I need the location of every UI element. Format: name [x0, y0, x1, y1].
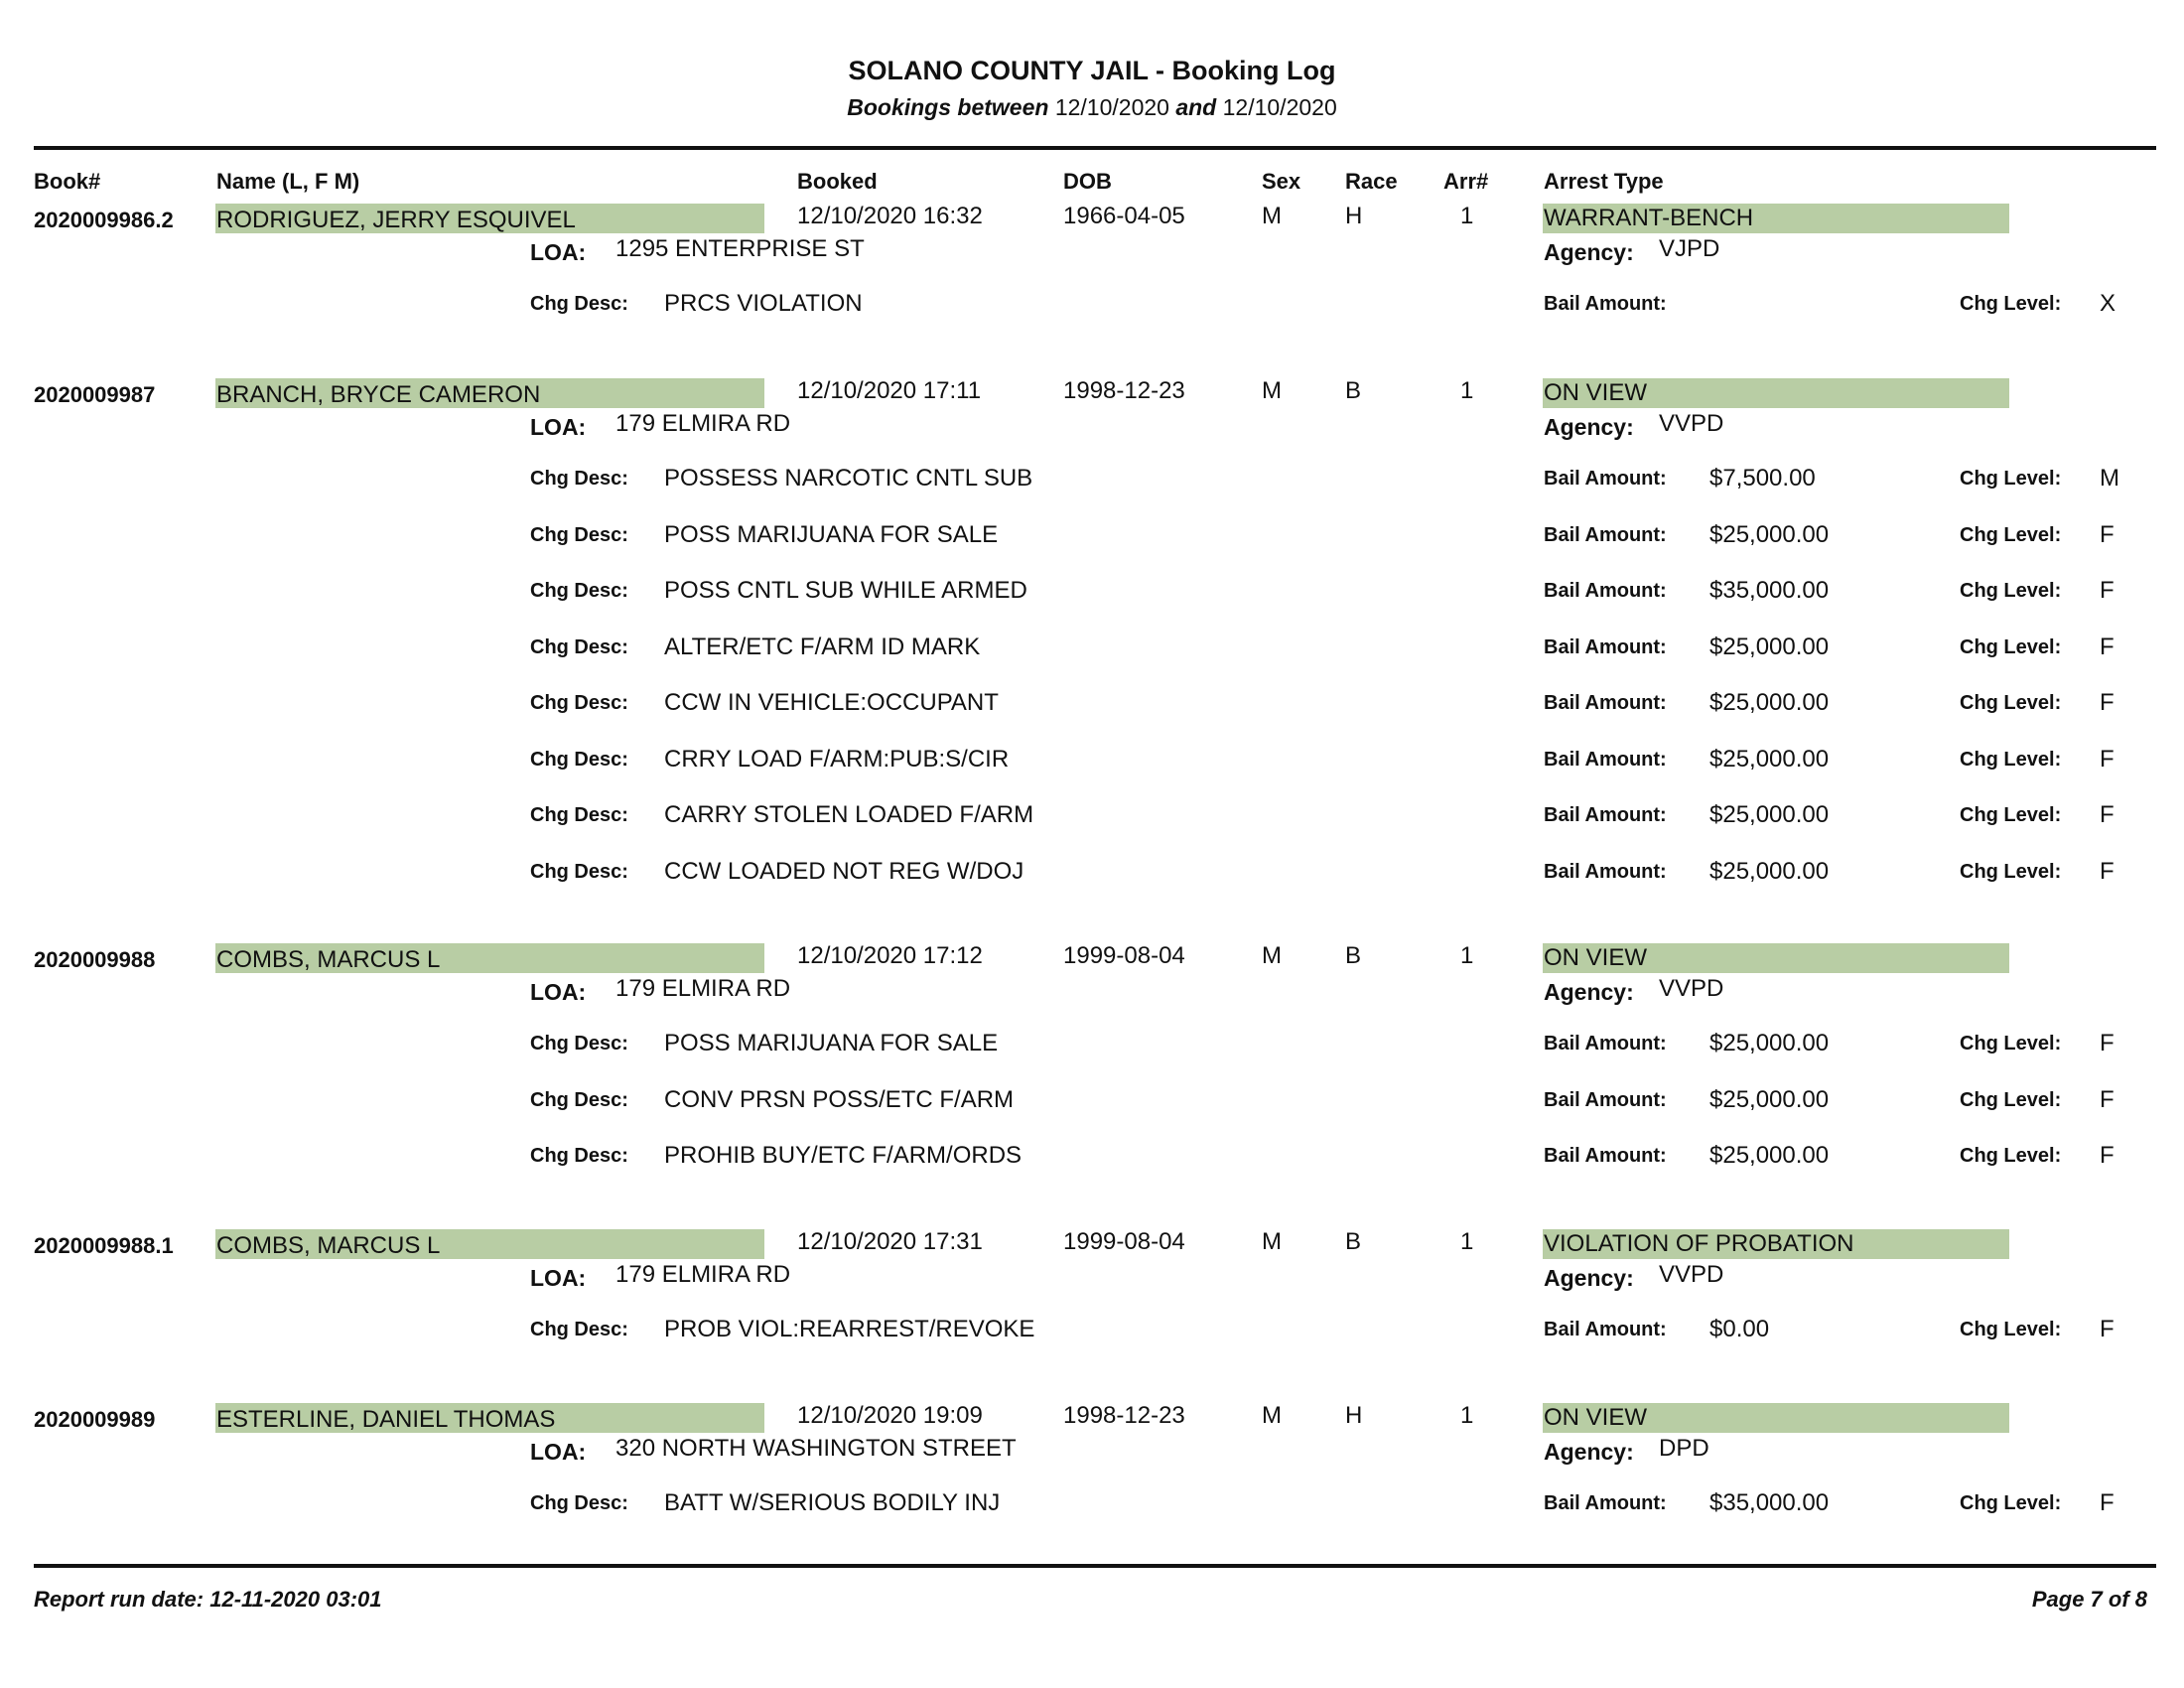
bail-amount-label: Bail Amount: [1544, 860, 1667, 883]
dob: 1999-08-04 [1063, 1228, 1185, 1255]
dob: 1998-12-23 [1063, 377, 1185, 404]
chg-level-label: Chg Level: [1960, 1319, 2062, 1340]
booked-datetime: 12/10/2020 17:12 [797, 942, 983, 969]
booked-datetime: 12/10/2020 16:32 [797, 203, 983, 229]
dob: 1998-12-23 [1063, 1402, 1185, 1429]
inmate-name: RODRIGUEZ, JERRY ESQUIVEL [216, 207, 576, 233]
chg-level-value: F [2100, 633, 2115, 660]
loa-label: LOA: [530, 979, 587, 1005]
chg-level-label: Chg Level: [1960, 293, 2062, 315]
book-number: 2020009988.1 [34, 1233, 174, 1258]
race: H [1345, 203, 1363, 229]
booked-datetime: 12/10/2020 17:31 [797, 1228, 983, 1255]
sex: M [1262, 203, 1282, 229]
chg-desc-label: Chg Desc: [530, 692, 628, 714]
bail-amount-label: Bail Amount: [1544, 1319, 1667, 1340]
agency-value: VVPD [1659, 975, 1724, 1002]
chg-level-label: Chg Level: [1960, 804, 2062, 826]
dob: 1999-08-04 [1063, 942, 1185, 969]
booked-datetime: 12/10/2020 17:11 [797, 377, 982, 404]
loa-label: LOA: [530, 1265, 587, 1291]
loa-value: 179 ELMIRA RD [615, 975, 791, 1002]
chg-level-value: F [2100, 689, 2115, 716]
chg-level-value: F [2100, 1489, 2115, 1516]
bail-amount-label: Bail Amount: [1544, 1033, 1667, 1055]
arrest-type: ON VIEW [1544, 944, 1648, 971]
chg-desc-value: CCW IN VEHICLE:OCCUPANT [664, 689, 999, 716]
col-arrest-type: Arrest Type [1544, 169, 1664, 194]
chg-desc-value: BATT W/SERIOUS BODILY INJ [664, 1489, 1001, 1516]
chg-level-label: Chg Level: [1960, 1088, 2062, 1111]
bail-amount-label: Bail Amount: [1544, 692, 1667, 714]
bail-amount-label: Bail Amount: [1544, 523, 1667, 546]
race: B [1345, 942, 1362, 969]
subtitle-prefix: Bookings between [847, 94, 1049, 120]
bail-amount-label: Bail Amount: [1544, 1145, 1667, 1167]
race: B [1345, 377, 1362, 404]
chg-desc-label: Chg Desc: [530, 580, 628, 602]
report-title: SOLANO COUNTY JAIL - Booking Log [848, 56, 1336, 85]
bail-amount-label: Bail Amount: [1544, 1088, 1667, 1111]
chg-desc-value: PROHIB BUY/ETC F/ARM/ORDS [664, 1142, 1023, 1169]
chg-level-value: F [2100, 801, 2115, 828]
bail-amount-value: $7,500.00 [1709, 465, 1816, 492]
loa-value: 1295 ENTERPRISE ST [615, 235, 865, 262]
chg-desc-value: CONV PRSN POSS/ETC F/ARM [664, 1085, 1015, 1113]
loa-value: 179 ELMIRA RD [615, 410, 791, 437]
arrest-type: WARRANT-BENCH [1544, 205, 1754, 231]
inmate-name: ESTERLINE, DANIEL THOMAS [216, 1406, 556, 1433]
booked-datetime: 12/10/2020 19:09 [797, 1402, 983, 1429]
agency-label: Agency: [1544, 239, 1634, 265]
bail-amount-value: $25,000.00 [1709, 520, 1830, 548]
chg-level-value: F [2100, 857, 2115, 885]
chg-desc-label: Chg Desc: [530, 748, 628, 771]
bail-amount-value: $25,000.00 [1709, 1030, 1830, 1056]
chg-desc-value: PRCS VIOLATION [664, 290, 863, 317]
agency-label: Agency: [1544, 979, 1634, 1005]
col-booked: Booked [797, 169, 878, 194]
inmate-name: COMBS, MARCUS L [216, 1232, 441, 1259]
chg-desc-value: ALTER/ETC F/ARM ID MARK [664, 633, 981, 660]
chg-level-value: F [2100, 1030, 2115, 1056]
bail-amount-label: Bail Amount: [1544, 1492, 1667, 1514]
loa-label: LOA: [530, 1439, 587, 1465]
chg-level-value: F [2100, 1085, 2115, 1113]
col-sex: Sex [1262, 169, 1301, 194]
footer-rule [34, 1564, 2156, 1568]
arrest-number: 1 [1460, 1228, 1474, 1255]
arrest-number: 1 [1460, 377, 1474, 404]
bail-amount-label: Bail Amount: [1544, 748, 1667, 771]
chg-desc-label: Chg Desc: [530, 635, 628, 658]
arrest-number: 1 [1460, 1402, 1474, 1429]
chg-desc-label: Chg Desc: [530, 1088, 628, 1111]
page-number: Page 7 of 8 [2031, 1587, 2147, 1612]
chg-level-label: Chg Level: [1960, 1145, 2062, 1167]
bail-amount-value: $25,000.00 [1709, 633, 1830, 660]
bail-amount-value: $0.00 [1709, 1316, 1770, 1342]
chg-level-value: F [2100, 1316, 2115, 1342]
chg-level-label: Chg Level: [1960, 635, 2062, 658]
chg-level-value: F [2100, 520, 2115, 548]
chg-level-label: Chg Level: [1960, 468, 2062, 490]
bail-amount-value: $25,000.00 [1709, 801, 1830, 828]
chg-desc-label: Chg Desc: [530, 523, 628, 546]
chg-desc-label: Chg Desc: [530, 1145, 628, 1167]
bail-amount-label: Bail Amount: [1544, 293, 1667, 315]
inmate-name: COMBS, MARCUS L [216, 946, 441, 973]
chg-desc-value: POSSESS NARCOTIC CNTL SUB [664, 465, 1033, 492]
chg-level-value: M [2100, 465, 2119, 492]
header-rule [34, 146, 2156, 150]
col-race: Race [1345, 169, 1398, 194]
sex: M [1262, 1228, 1282, 1255]
chg-level-label: Chg Level: [1960, 692, 2062, 714]
chg-desc-label: Chg Desc: [530, 1492, 628, 1514]
chg-level-label: Chg Level: [1960, 523, 2062, 546]
agency-label: Agency: [1544, 414, 1634, 440]
col-name: Name (L, F M) [216, 169, 360, 194]
col-book: Book# [34, 169, 101, 194]
loa-value: 179 ELMIRA RD [615, 1261, 791, 1288]
arrest-number: 1 [1460, 203, 1474, 229]
chg-level-label: Chg Level: [1960, 860, 2062, 883]
col-arr: Arr# [1443, 169, 1489, 194]
sex: M [1262, 377, 1282, 404]
chg-desc-value: POSS CNTL SUB WHILE ARMED [664, 577, 1027, 604]
chg-desc-value: CARRY STOLEN LOADED F/ARM [664, 801, 1034, 828]
chg-desc-label: Chg Desc: [530, 293, 628, 315]
start-date: 12/10/2020 [1054, 94, 1169, 120]
dob: 1966-04-05 [1063, 203, 1185, 229]
bail-amount-value: $25,000.00 [1709, 745, 1830, 773]
chg-level-value: F [2100, 577, 2115, 604]
book-number: 2020009987 [34, 382, 156, 407]
bail-amount-value: $25,000.00 [1709, 1142, 1830, 1169]
chg-level-label: Chg Level: [1960, 1492, 2062, 1514]
chg-desc-value: CCW LOADED NOT REG W/DOJ [664, 857, 1024, 885]
chg-desc-value: PROB VIOL:REARREST/REVOKE [664, 1316, 1035, 1342]
sex: M [1262, 1402, 1282, 1429]
chg-level-label: Chg Level: [1960, 1033, 2062, 1055]
bail-amount-value: $35,000.00 [1709, 1489, 1830, 1516]
chg-level-value: F [2100, 745, 2115, 773]
agency-label: Agency: [1544, 1439, 1634, 1465]
bail-amount-value: $25,000.00 [1709, 857, 1830, 885]
chg-level-value: F [2100, 1142, 2115, 1169]
arrest-number: 1 [1460, 942, 1474, 969]
loa-value: 320 NORTH WASHINGTON STREET [615, 1435, 1017, 1462]
report-run-date: Report run date: 12-11-2020 03:01 [34, 1587, 382, 1612]
bail-amount-value: $35,000.00 [1709, 577, 1830, 604]
chg-desc-label: Chg Desc: [530, 860, 628, 883]
report-subtitle [0, 94, 2184, 121]
arrest-type: ON VIEW [1544, 1404, 1648, 1431]
inmate-name: BRANCH, BRYCE CAMERON [216, 381, 541, 408]
race: H [1345, 1402, 1363, 1429]
loa-label: LOA: [530, 239, 587, 265]
sex: M [1262, 942, 1282, 969]
agency-value: DPD [1659, 1435, 1709, 1462]
chg-desc-label: Chg Desc: [530, 1033, 628, 1055]
chg-desc-label: Chg Desc: [530, 804, 628, 826]
agency-value: VVPD [1659, 1261, 1724, 1288]
agency-value: VJPD [1659, 235, 1720, 262]
bail-amount-value: $25,000.00 [1709, 1085, 1830, 1113]
chg-level-label: Chg Level: [1960, 580, 2062, 602]
bail-amount-label: Bail Amount: [1544, 468, 1667, 490]
subtitle-mid: and [1175, 94, 1217, 120]
chg-desc-label: Chg Desc: [530, 468, 628, 490]
end-date: 12/10/2020 [1222, 94, 1337, 120]
loa-label: LOA: [530, 414, 587, 440]
chg-desc-label: Chg Desc: [530, 1319, 628, 1340]
bail-amount-label: Bail Amount: [1544, 635, 1667, 658]
book-number: 2020009988 [34, 947, 156, 972]
bail-amount-label: Bail Amount: [1544, 804, 1667, 826]
chg-desc-value: POSS MARIJUANA FOR SALE [664, 520, 999, 548]
bail-amount-label: Bail Amount: [1544, 580, 1667, 602]
agency-label: Agency: [1544, 1265, 1634, 1291]
col-dob: DOB [1063, 169, 1112, 194]
bail-amount-value: $25,000.00 [1709, 689, 1830, 716]
arrest-type: VIOLATION OF PROBATION [1544, 1230, 1854, 1257]
chg-level-label: Chg Level: [1960, 748, 2062, 771]
book-number: 2020009989 [34, 1407, 156, 1432]
arrest-type: ON VIEW [1544, 379, 1648, 406]
agency-value: VVPD [1659, 410, 1724, 437]
race: B [1345, 1228, 1362, 1255]
chg-level-value: X [2100, 290, 2116, 317]
book-number: 2020009986.2 [34, 208, 174, 232]
chg-desc-value: CRRY LOAD F/ARM:PUB:S/CIR [664, 745, 1010, 773]
chg-desc-value: POSS MARIJUANA FOR SALE [664, 1030, 999, 1056]
